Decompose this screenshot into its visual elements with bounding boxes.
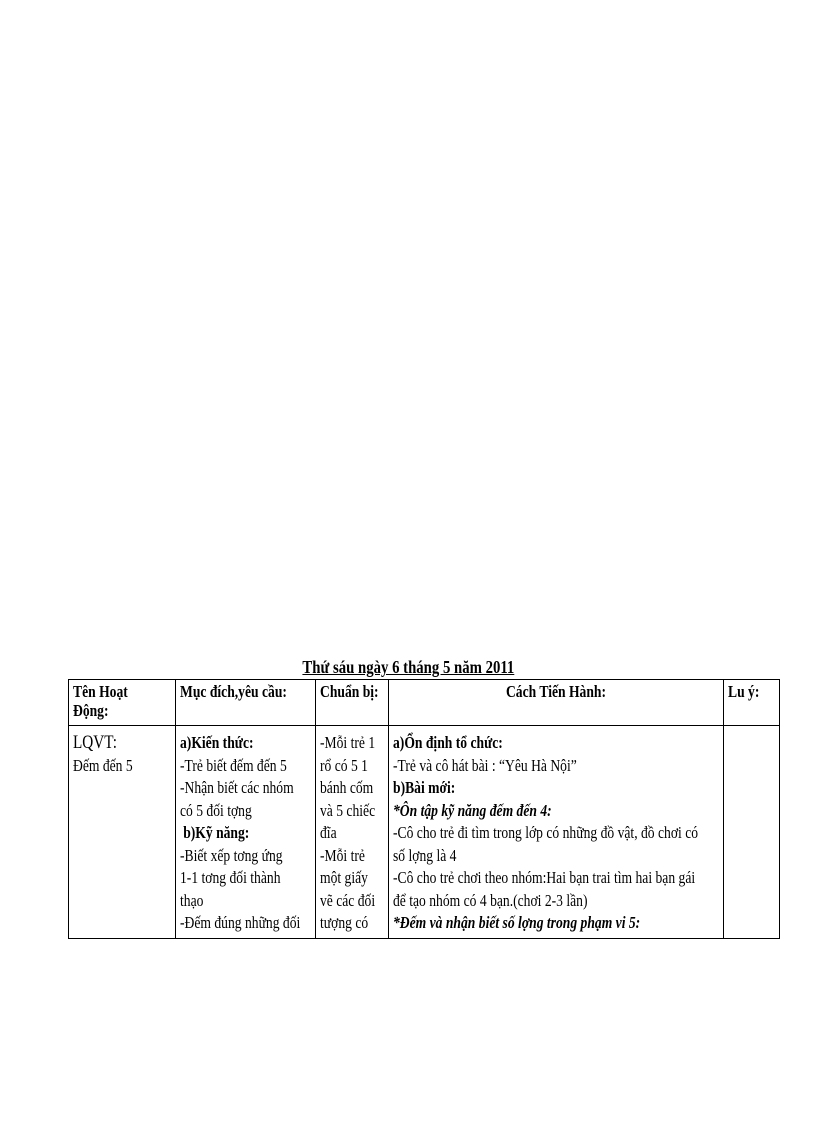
- org-heading: a)Ổn định tổ chức:: [393, 733, 503, 752]
- activity-cell: [69, 726, 176, 939]
- prep-line: và 5 chiếc: [320, 800, 376, 820]
- method-line: -Cô cho trẻ chơi theo nhóm:Hai bạn trai tìm hai bạn gái: [393, 868, 696, 887]
- table-row: [69, 726, 780, 939]
- header-prep: Chuẩn bị:: [320, 682, 379, 701]
- header-purpose: Mục đích,yêu cầu:: [180, 682, 287, 701]
- knowledge-line: -Trẻ biết đếm đến 5: [180, 755, 287, 775]
- header-purpose-cell: [176, 680, 316, 726]
- skills-heading: b)Kỹ năng:: [183, 823, 250, 842]
- skills-line: -Biết xếp tơng ứng: [180, 845, 283, 865]
- method-line: số lợng là 4: [393, 845, 457, 865]
- purpose-cell: [176, 726, 316, 939]
- prep-line: một giấy: [320, 868, 368, 887]
- header-method-cell: [389, 680, 724, 726]
- prep-line: -Mỗi trẻ 1: [320, 733, 376, 752]
- lesson-plan-table: [68, 679, 780, 939]
- header-activity-line1: Tên Hoạt: [73, 682, 128, 701]
- new-lesson-heading: b)Bài mới:: [393, 778, 456, 797]
- method-line: -Cô cho trẻ đi tìm trong lớp có những đồ vật, đồ chơi có: [393, 823, 699, 842]
- prep-line: rổ có 5 1: [320, 755, 368, 775]
- method-line: -Trẻ và cô hát bài : “Yêu Hà Nội”: [393, 755, 577, 775]
- activity-name: LQVT:: [73, 732, 117, 753]
- prep-line: đĩa: [320, 823, 337, 842]
- knowledge-heading: a)Kiến thức:: [180, 733, 254, 752]
- prep-line: bánh cốm: [320, 778, 374, 797]
- header-note-cell: [724, 680, 780, 726]
- prep-line: -Mỗi trẻ: [320, 845, 365, 865]
- header-activity-line2: Động:: [73, 701, 109, 720]
- activity-topic: Đếm đến 5: [73, 755, 133, 775]
- skills-line: -Đếm đúng những đối: [180, 913, 301, 932]
- skills-line: 1-1 tơng đối thành: [180, 868, 281, 887]
- header-activity-cell: [69, 680, 176, 726]
- header-method: Cách Tiến Hành:: [505, 682, 607, 701]
- count-heading: *Đếm và nhận biết số lợng trong phạm vi 5:: [393, 913, 641, 932]
- prep-line: vẽ các đối: [320, 890, 376, 910]
- note-cell: [724, 726, 780, 939]
- skills-line: thạo: [180, 890, 204, 910]
- prep-line: tượng có: [320, 913, 369, 932]
- page-title: Thứ sáu ngày 6 tháng 5 năm 2011: [302, 657, 515, 677]
- review-heading: *Ôn tập kỹ năng đếm đến 4:: [393, 800, 552, 820]
- knowledge-line: có 5 đối tợng: [180, 800, 252, 820]
- header-prep-cell: [316, 680, 389, 726]
- method-line: để tạo nhóm có 4 bạn.(chơi 2-3 lần): [393, 890, 588, 910]
- knowledge-line: -Nhận biết các nhóm: [180, 778, 294, 797]
- table-header-row: [69, 680, 780, 726]
- header-note: Lu ý:: [728, 682, 760, 701]
- prep-cell: [316, 726, 389, 939]
- method-cell: [389, 726, 724, 939]
